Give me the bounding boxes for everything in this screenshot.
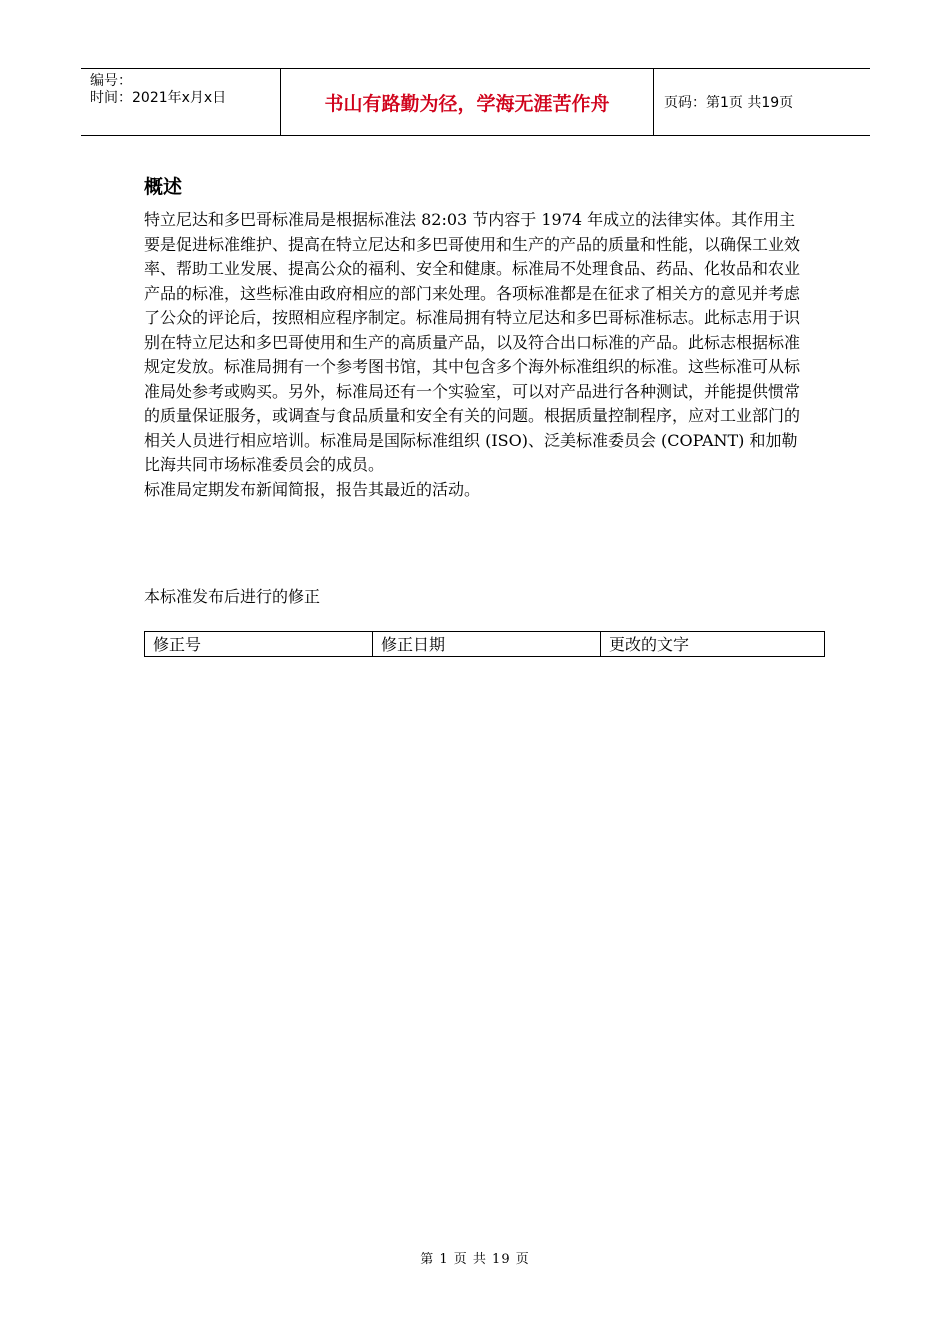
column-header-changed-text: 更改的文字 — [601, 632, 825, 657]
table-header-row — [145, 632, 825, 657]
body-text — [144, 208, 808, 502]
column-header-amendment-number: 修正号 — [145, 632, 373, 657]
column-header-amendment-date: 修正日期 — [373, 632, 601, 657]
document-header — [81, 68, 870, 136]
newsletter-paragraph: 标准局定期发布新闻简报，报告其最近的活动。 — [144, 479, 481, 499]
document-number-label: 编号： — [90, 73, 132, 89]
header-meta — [81, 69, 281, 135]
amendments-table — [144, 631, 825, 657]
header-page-code: 页码：第1页 共19页 — [664, 95, 794, 111]
header-motto: 书山有路勤为径，学海无涯苦作舟 — [281, 69, 654, 135]
page-footer: 第 1 页 共 19 页 — [420, 1252, 530, 1267]
section-title: 概述 — [144, 176, 183, 198]
document-time-label: 时间：2021年x月x日 — [90, 90, 227, 106]
amendments-heading: 本标准发布后进行的修正 — [144, 587, 321, 606]
overview-paragraph: 特立尼达和多巴哥标准局是根据标准法 82:03 节内容于 1974 年成立的法律实体。其作用主要是促进标准维护、提高在特立尼达和多巴哥使用和生产的产品的质量和性能，以确保工业效率、帮助工业发展、提高公众的福利、安全和健康。标准局不处理食品、药品、化妆品和农业产品的标准，这些标准由政府相应的部门来处理。各项标准都是在征求了相关方的意见并考虑了公众的评论后，按照相应程序制定。标准局拥有特立尼达和多巴哥标准标志。此标志用于识别在特立尼达和多巴哥使用和生产的高质量产品，以及符合出口标准的产品。此标志根据标准规定发放。标准局拥有一个参考图书馆，其中包含多个海外标准组织的标准。这些标准可从标准局处参考或购买。另外，标准局还有一个实验室，可以对产品进行各种测试，并能提供惯常的质量保证服务，或调查与食品质量和安全有关的问题。根据质量控制程序，应对工业部门的相关人员进行相应培训。标准局是国际标准组织 (ISO)、泛美标准委员会 (COPANT) 和加勒比海共同市场标准委员会的成员。 — [144, 210, 801, 474]
